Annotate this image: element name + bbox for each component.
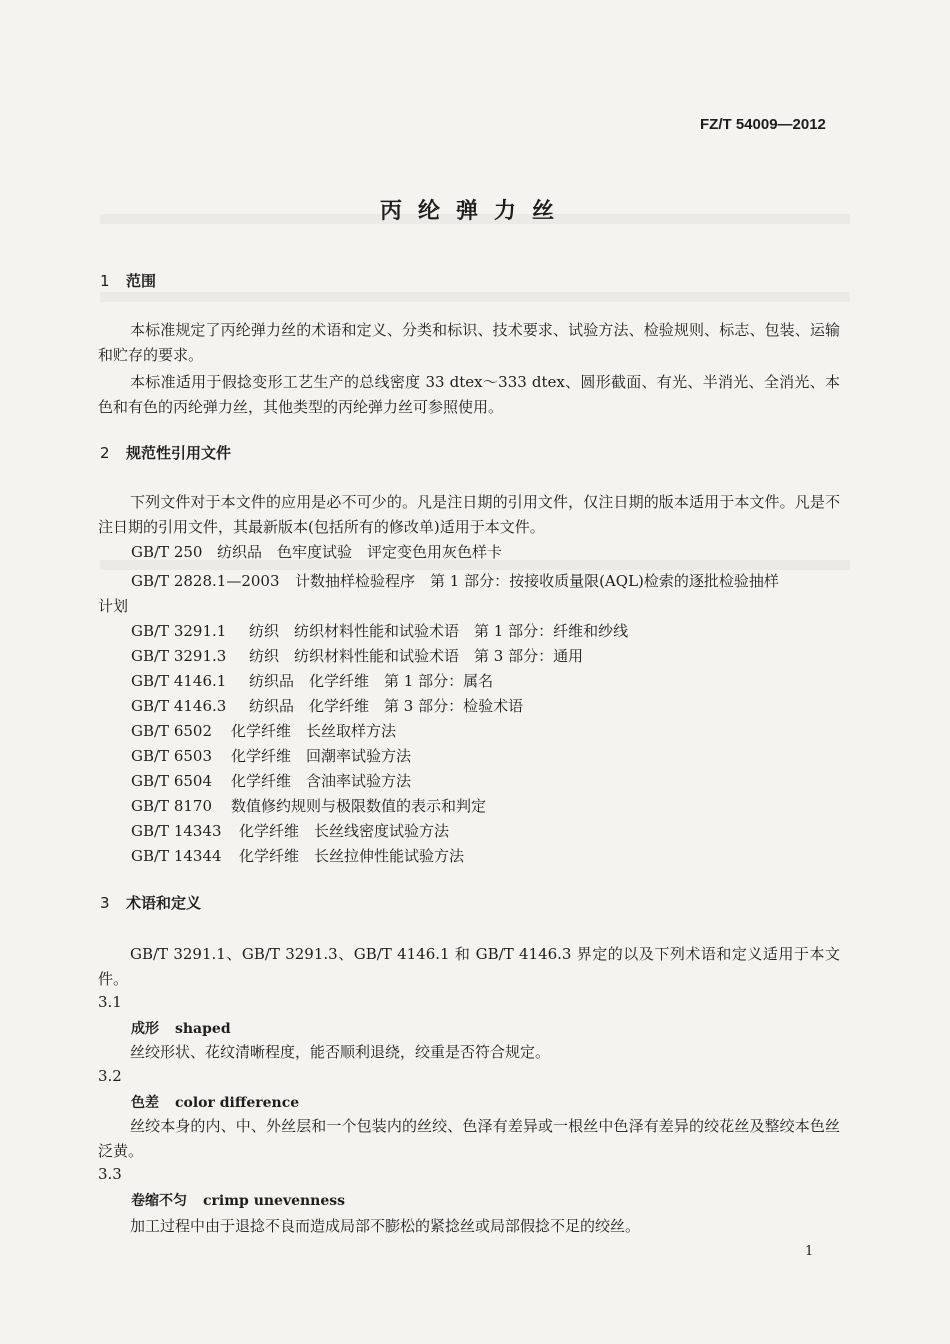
reference-item bbox=[131, 541, 502, 562]
standard-code: FZ/T 54009—2012 bbox=[700, 116, 826, 133]
reference-item bbox=[131, 770, 411, 791]
reference-item bbox=[131, 795, 486, 816]
reference-code: GB/T 8170 bbox=[131, 797, 213, 815]
term-heading bbox=[131, 1190, 345, 1210]
term-definition: 加工过程中由于退捻不良而造成局部不膨松的紧捻丝或局部假捻不足的绞丝。 bbox=[130, 1217, 641, 1235]
scope-paragraph-2: 本标准适用于假捻变形工艺生产的总线密度 33 dtex～333 dtex、圆形截面、有光、半消光、全消光、本色和有色的丙纶弹力丝，其他类型的丙纶弹力丝可参照使用。 bbox=[98, 373, 840, 416]
term-english: crimp unevenness bbox=[203, 1193, 346, 1209]
reference-code: GB/T 14343 bbox=[131, 822, 222, 840]
term-chinese: 色差 bbox=[131, 1095, 159, 1111]
section-title: 范围 bbox=[126, 272, 157, 290]
reference-title: 化学纤维 长丝取样方法 bbox=[231, 722, 397, 740]
reference-item bbox=[131, 845, 464, 866]
reference-code: GB/T 6502 bbox=[131, 722, 213, 740]
reference-code: GB/T 2828.1—2003 bbox=[131, 572, 280, 590]
section-number: 1 bbox=[100, 272, 110, 290]
term-heading bbox=[131, 1092, 299, 1112]
reference-item bbox=[131, 620, 628, 641]
term-chinese: 成形 bbox=[131, 1021, 159, 1037]
reference-code: GB/T 4146.1 bbox=[131, 672, 227, 690]
term-number: 3.1 bbox=[98, 993, 122, 1011]
reference-title: 化学纤维 长丝线密度试验方法 bbox=[239, 822, 450, 840]
reference-title: 纺织品 化学纤维 第 1 部分：属名 bbox=[249, 672, 494, 690]
section-number: 3 bbox=[100, 894, 110, 912]
bleed-through-mark bbox=[100, 292, 850, 302]
reference-code: GB/T 14344 bbox=[131, 847, 222, 865]
section-2-heading bbox=[100, 442, 231, 463]
section-3-heading bbox=[100, 892, 201, 913]
reference-title: 计数抽样检验程序 第 1 部分：按接收质量限(AQL)检索的逐批检验抽样 bbox=[295, 572, 779, 590]
reference-continuation: 计划 bbox=[98, 597, 129, 615]
reference-title: 化学纤维 长丝拉伸性能试验方法 bbox=[239, 847, 465, 865]
term-number: 3.2 bbox=[98, 1067, 122, 1085]
section-1-heading bbox=[100, 270, 156, 291]
scope-paragraph-1: 本标准规定了丙纶弹力丝的术语和定义、分类和标识、技术要求、试验方法、检验规则、标志、包装、运输和贮存的要求。 bbox=[98, 321, 840, 364]
reference-code: GB/T 3291.1 bbox=[131, 622, 227, 640]
term-heading bbox=[131, 1018, 231, 1038]
term-definition: 丝绞本身的内、中、外丝层和一个包装内的丝绞、色泽有差异或一根丝中色泽有差异的绞花丝及整绞本色丝泛黄。 bbox=[98, 1117, 840, 1160]
reference-title: 纺织品 色牢度试验 评定变色用灰色样卡 bbox=[217, 543, 503, 561]
reference-code: GB/T 3291.3 bbox=[131, 647, 227, 665]
page-number: 1 bbox=[805, 1244, 814, 1259]
term-number: 3.3 bbox=[98, 1165, 122, 1183]
term-chinese: 卷缩不匀 bbox=[131, 1193, 187, 1209]
reference-title: 化学纤维 回潮率试验方法 bbox=[231, 747, 412, 765]
reference-title: 数值修约规则与极限数值的表示和判定 bbox=[231, 797, 487, 815]
term-english: color difference bbox=[175, 1095, 300, 1111]
reference-item bbox=[131, 570, 779, 591]
reference-code: GB/T 6504 bbox=[131, 772, 213, 790]
reference-title: 纺织 纺织材料性能和试验术语 第 3 部分：通用 bbox=[249, 647, 584, 665]
term-english: shaped bbox=[175, 1021, 231, 1037]
reference-title: 纺织 纺织材料性能和试验术语 第 1 部分：纤维和纱线 bbox=[249, 622, 629, 640]
reference-code: GB/T 250 bbox=[131, 543, 203, 561]
reference-code: GB/T 4146.3 bbox=[131, 697, 227, 715]
reference-item bbox=[131, 645, 583, 666]
reference-item bbox=[131, 745, 411, 766]
reference-title: 化学纤维 含油率试验方法 bbox=[231, 772, 412, 790]
section-number: 2 bbox=[100, 444, 110, 462]
reference-item bbox=[131, 695, 523, 716]
reference-code: GB/T 6503 bbox=[131, 747, 213, 765]
reference-title: 纺织品 化学纤维 第 3 部分：检验术语 bbox=[249, 697, 524, 715]
term-definition: 丝绞形状、花纹清晰程度，能否顺利退绕，绞重是否符合规定。 bbox=[130, 1043, 551, 1061]
document-title: 丙纶弹力丝 bbox=[379, 199, 570, 224]
terms-intro: GB/T 3291.1、GB/T 3291.3、GB/T 4146.1 和 GB/T 4146.3 界定的以及下列术语和定义适用于本文件。 bbox=[98, 945, 840, 988]
normative-intro: 下列文件对于本文件的应用是必不可少的。凡是注日期的引用文件，仅注日期的版本适用于本文件。凡是不注日期的引用文件，其最新版本(包括所有的修改单)适用于本文件。 bbox=[98, 493, 840, 536]
reference-item bbox=[131, 720, 396, 741]
section-title: 术语和定义 bbox=[126, 894, 202, 912]
section-title: 规范性引用文件 bbox=[126, 444, 232, 462]
reference-item bbox=[131, 820, 449, 841]
reference-item bbox=[131, 670, 493, 691]
